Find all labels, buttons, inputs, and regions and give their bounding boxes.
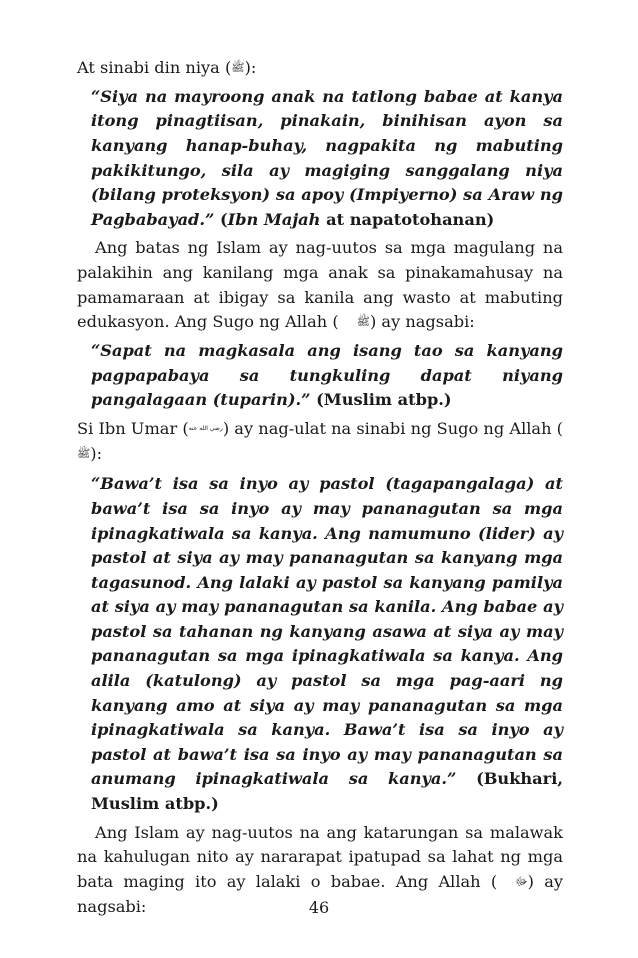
ibn-umar-text-end: ): [90, 443, 103, 463]
hadith-quote-1-text: “Siya na mayroong anak na tatlong babae at kanya itong pinagtiisan, pinakain, binihisan ayon sa kanyang hanap-buhay, nagpakita ng mabuting pakikitungo, sila ay magiging sanggalang niya (bilang proteksyon) sa apoy (Impiyerno) sa Araw ng Pagbabayad.” [91, 86, 563, 229]
paragraph-parental-duty-text: Ang batas ng Islam ay nag-uutos sa mga magulang na palakihin ang kanilang mga anak sa pinakamahusay na pamamaraan at ibigay sa kanila ang wasto at mabuting edukasyon. Ang Sugo ng Allah ( [77, 238, 563, 332]
hadith-quote-3 [91, 472, 563, 816]
ibn-umar-text-mid: ) ay nag-ulat na sinabi ng Sugo ng Allah ( [222, 418, 563, 438]
ibn-umar-line [77, 417, 563, 467]
source-open: ( [214, 209, 228, 229]
intro-line [77, 56, 563, 81]
paragraph-justice-end: ) ay nagsabi: [77, 871, 563, 916]
intro-text-end: ): [244, 58, 257, 77]
page-number: 46 [308, 898, 330, 917]
paragraph-justice-text: Ang Islam ay nag-uutos na ang katarungan sa malawak na kahulugan nito ay nararapat ipatupad sa lahat ng mga bata maging ito ay lalaki o babae. Ang Allah ( [77, 822, 563, 891]
source-bukhari-muslim: (Bukhari, Muslim atbp.) [91, 769, 563, 814]
hadith-quote-3-text: “Bawa’t isa sa inyo ay pastol (tagapangalaga) at bawa’t isa sa inyo ay may pananagutan sa mga ipinagkatiwala sa kanya. Ang namumuno (lider) ay pastol at siya ay may pananagutan sa kanyang mga tagasunod. Ang lalaki ay pastol sa kanyang pamilya at siya ay may pananagutan sa kanila. Ang babae ay pastol sa tahanan ng kanyang asawa at siya ay may pananagutan sa mga ipinagkatiwala sa kanya. Ang alila (katulong) ay pastol sa mga pag-aari ng kanyang amo at siya ay may pananagutan sa mga ipinagkatiwala sa kanya. Bawa’t isa sa inyo ay pastol at bawa’t isa sa inyo ay may pananagutan sa anumang ipinagkatiwala sa kanya.” [91, 474, 563, 789]
source-rest: at napatotohanan) [320, 209, 495, 229]
ibn-umar-text: Si Ibn Umar ( [77, 418, 189, 438]
honorific-icon: ﷺ [356, 315, 370, 329]
hadith-quote-2-text: “Sapat na magkasala ang isang tao sa kanyang pagpapabaya sa tungkuling dapat niyang pangalagaan (tuparin).” [91, 340, 563, 410]
honorific-icon: ﷺ [77, 446, 91, 460]
honorific-icon: ﷺ [231, 61, 245, 75]
source-ibn-majah: Ibn Majah [227, 209, 321, 229]
honorific-icon: ﷻ [515, 875, 528, 889]
hadith-quote-1 [91, 85, 563, 233]
intro-text: At sinabi din niya ( [77, 58, 232, 77]
paragraph-parental-duty-end: ) ay nagsabi: [369, 312, 475, 332]
honorific-icon: رضي الله عنه [188, 424, 223, 432]
hadith-quote-2 [91, 339, 563, 413]
page-body [77, 56, 563, 919]
paragraph-parental-duty [77, 236, 563, 335]
source-muslim: (Muslim atbp.) [310, 390, 452, 410]
